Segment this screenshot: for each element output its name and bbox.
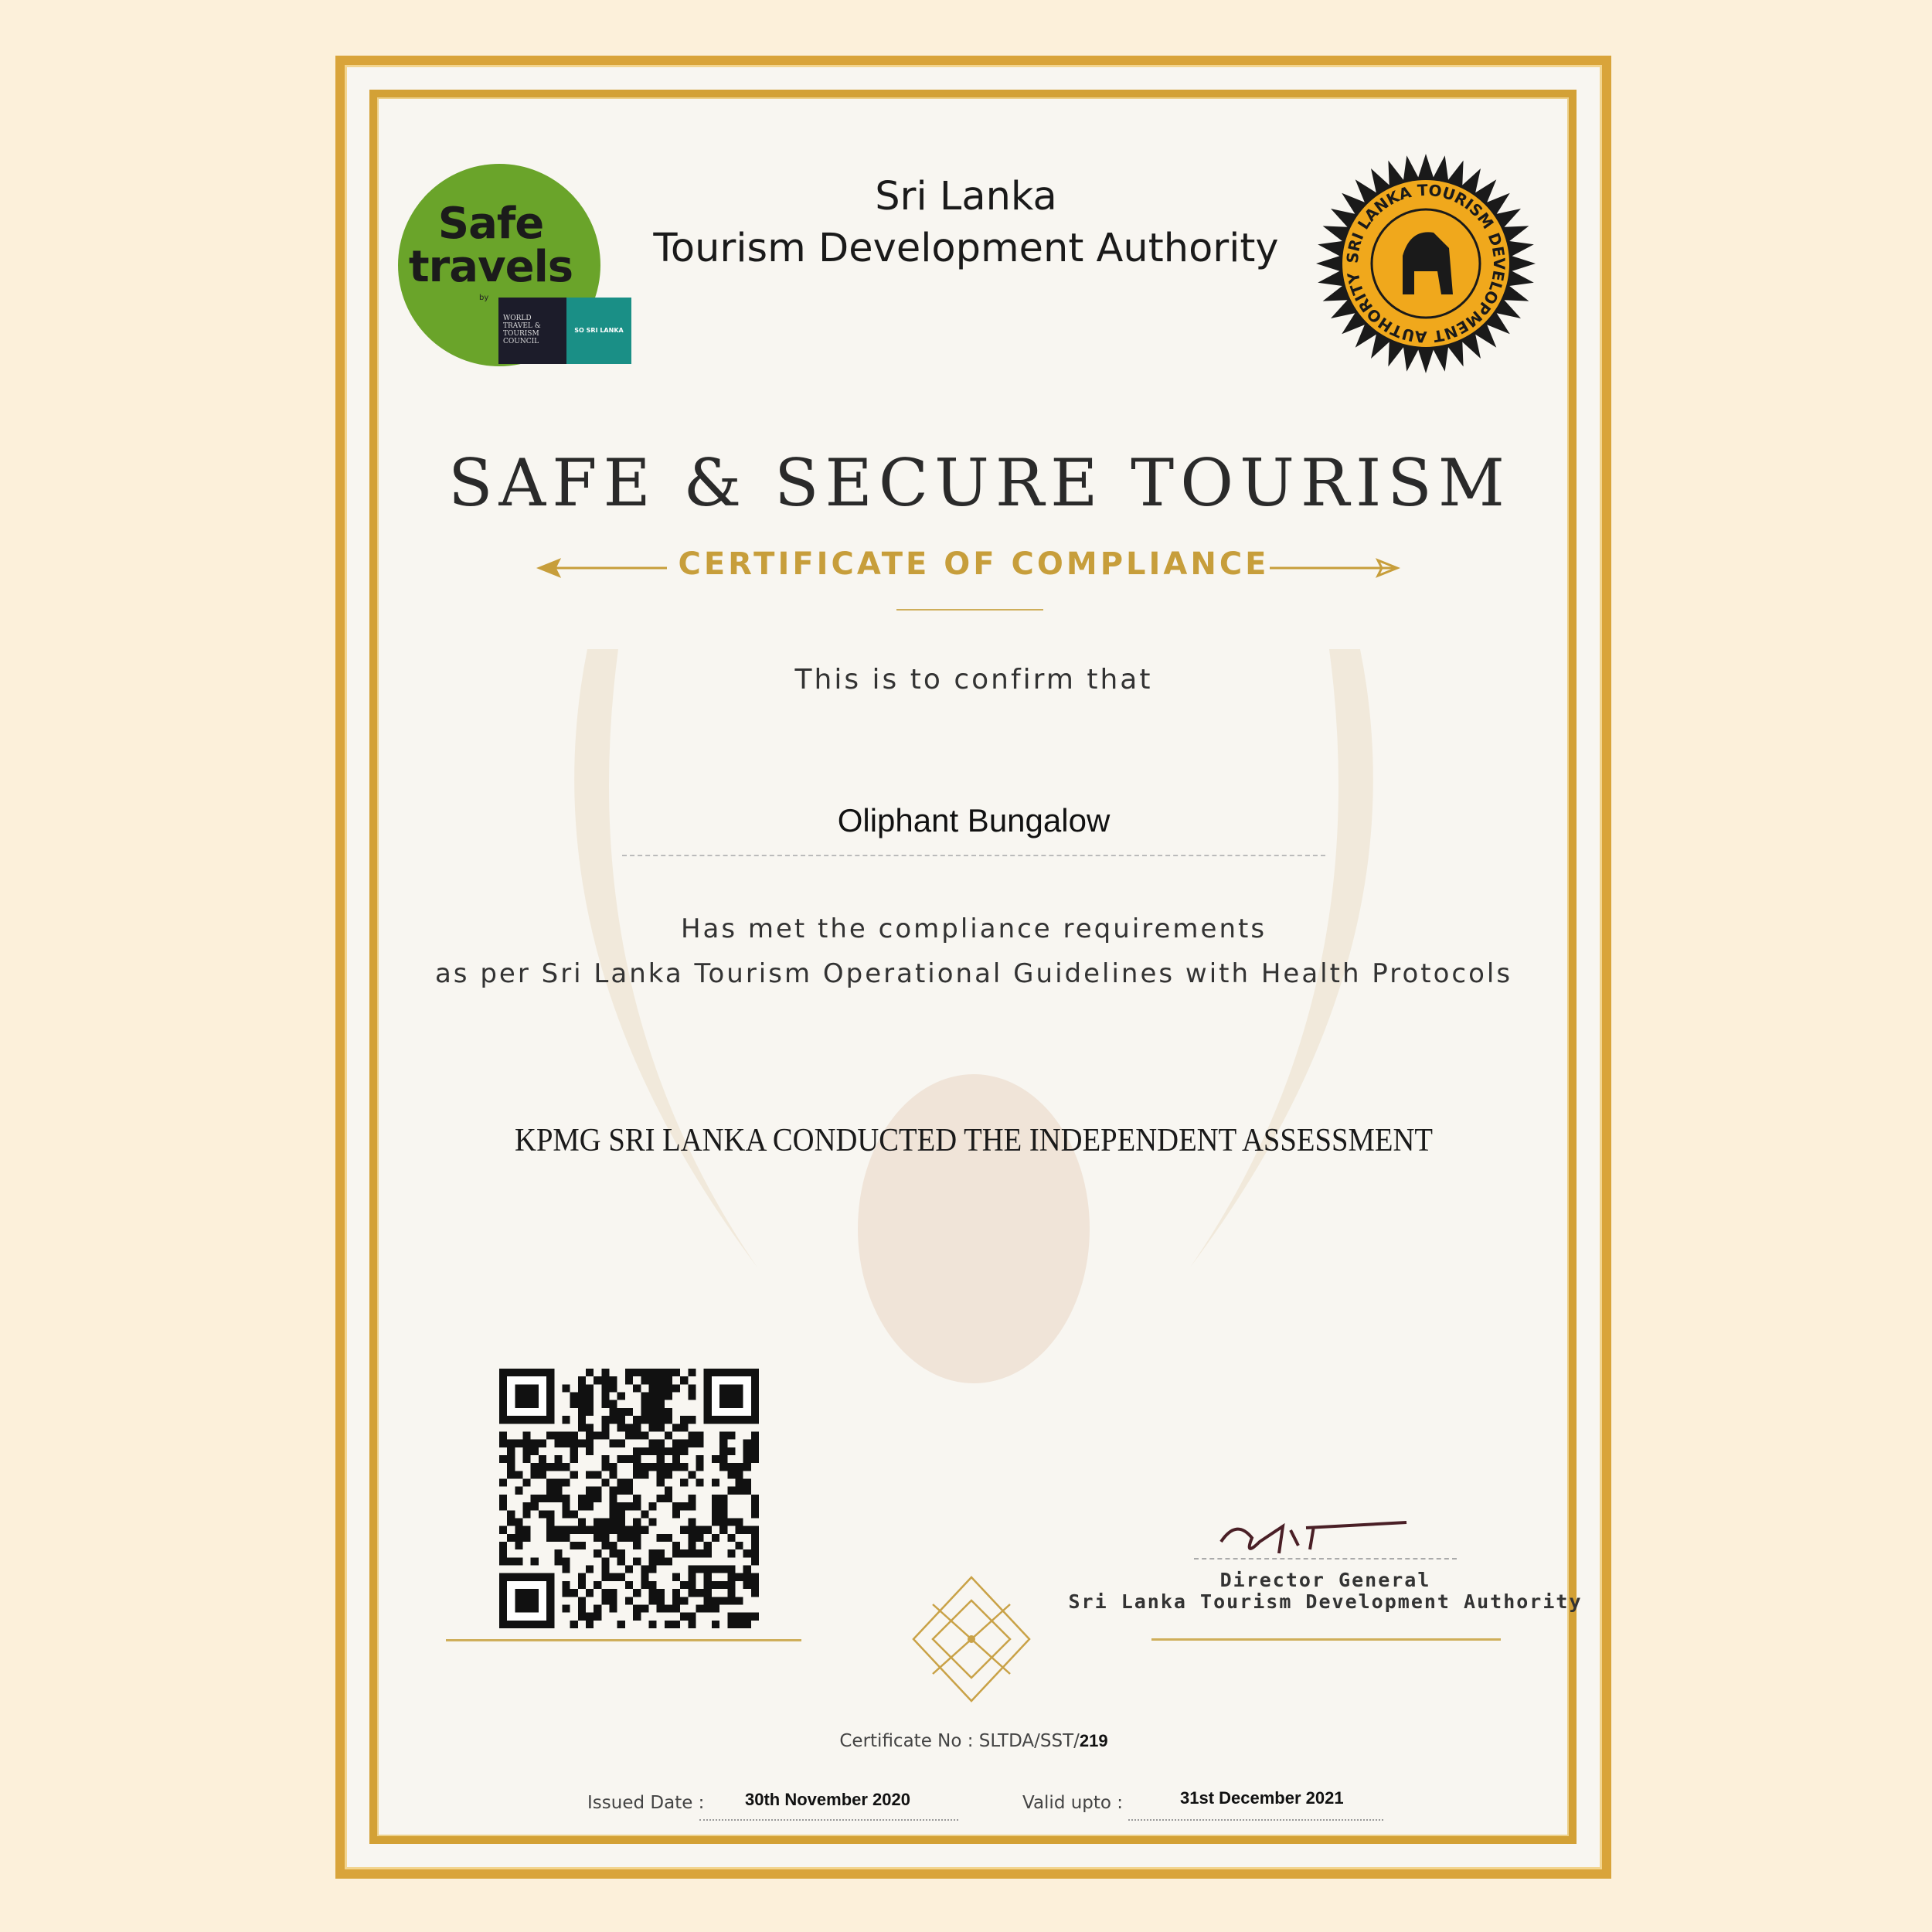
signature-line — [1194, 1558, 1457, 1560]
signature-underline — [1151, 1638, 1501, 1641]
sltda-seal-icon — [1314, 151, 1538, 376]
issued-date-value: 30th November 2020 — [745, 1790, 910, 1809]
certificate-no-label: Certificate No : SLTDA/SST/ — [839, 1731, 1080, 1751]
svg-text:SRI LANKA TOURISM DEVELOPMENT: SRI LANKA TOURISM DEVELOPMENT AUTHORITY — [1342, 180, 1509, 347]
signatory-title: Director General — [1219, 1569, 1431, 1591]
certificate-subtitle: CERTIFICATE OF COMPLIANCE — [678, 546, 1270, 582]
issued-date-label: Issued Date : — [587, 1793, 705, 1813]
qr-code — [499, 1367, 759, 1630]
divider — [896, 609, 1043, 611]
assessment-statement: KPMG SRI LANKA CONDUCTED THE INDEPENDENT ASSESSMENT — [515, 1123, 1433, 1158]
statement-line2: as per Sri Lanka Tourism Operational Guidelines with Health Protocols — [434, 958, 1513, 989]
name-underline — [622, 855, 1325, 856]
signatory-org: Sri Lanka Tourism Development Authority — [1068, 1590, 1583, 1613]
certificate-number — [371, 1730, 1577, 1753]
valid-upto-label: Valid upto : — [1022, 1793, 1124, 1813]
recipient-name: Oliphant Bungalow — [837, 802, 1111, 838]
so-sri-lanka-logo: SO SRI LANKA — [566, 298, 631, 364]
safe-travels-text: Safe travels — [408, 199, 573, 292]
diamond-ornament-icon — [906, 1573, 1037, 1705]
confirm-text: This is to confirm that — [794, 664, 1153, 696]
valid-upto-value: 31st December 2021 — [1180, 1788, 1344, 1808]
valid-dotted-line — [1128, 1819, 1383, 1821]
header-line2: Tourism Development Authority — [653, 226, 1279, 271]
certificate-no-value: 219 — [1079, 1731, 1108, 1750]
by-text: by — [479, 294, 489, 302]
issued-dotted-line — [699, 1819, 958, 1821]
signature — [1213, 1511, 1414, 1565]
statement-line1: Has met the compliance requirements — [680, 913, 1267, 944]
qr-underline — [446, 1639, 801, 1641]
wttc-logo: WORLD TRAVEL & TOURISM COUNCIL — [498, 298, 566, 364]
header-line1: Sri Lanka — [875, 174, 1057, 219]
certificate-title: SAFE & SECURE TOURISM — [448, 445, 1511, 521]
